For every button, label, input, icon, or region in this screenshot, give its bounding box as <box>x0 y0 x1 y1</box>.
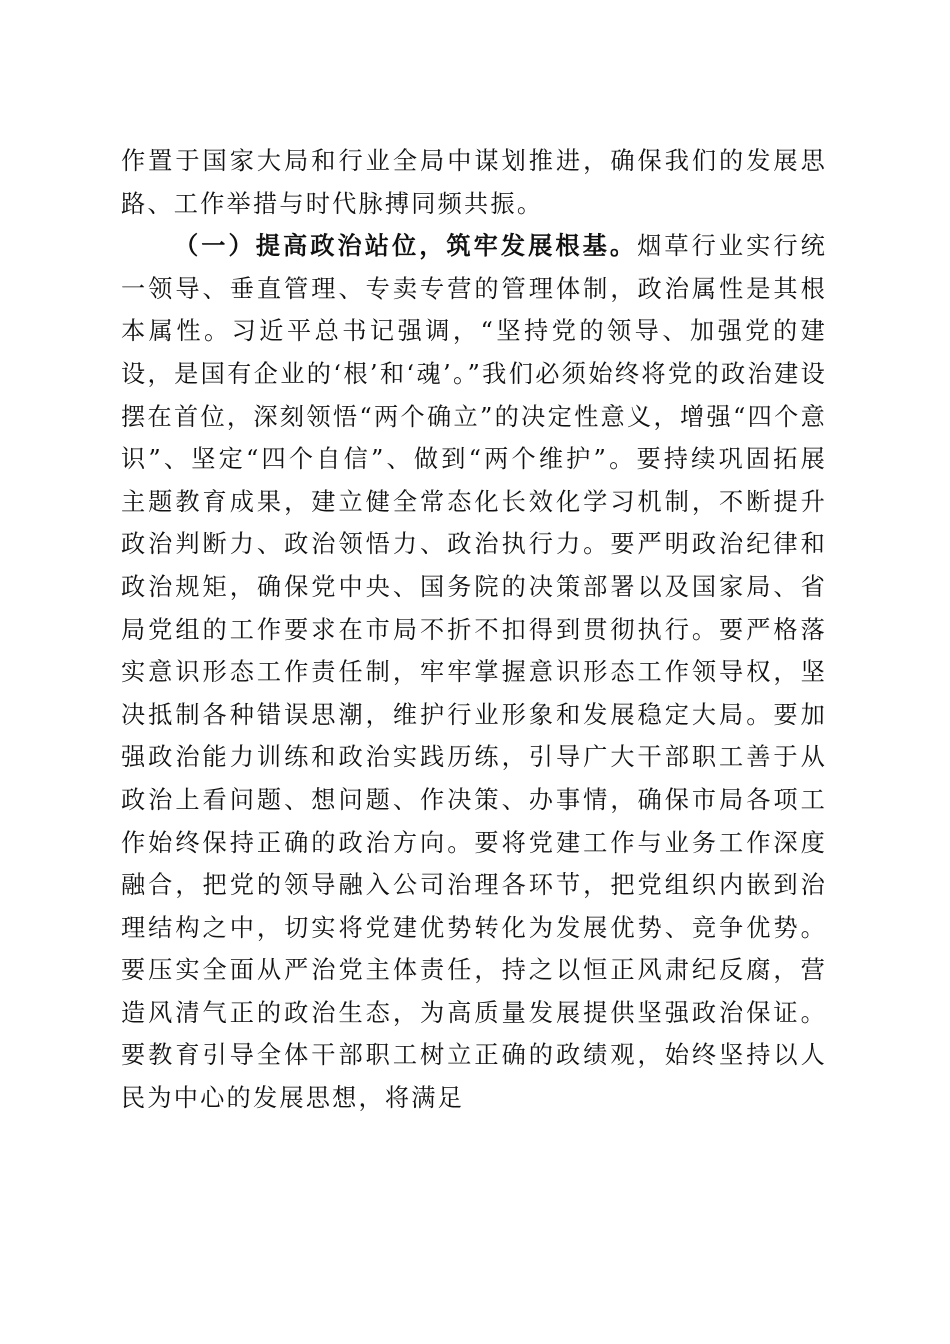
paragraph-section-one <box>121 225 827 1119</box>
section-body: 烟草行业实行统一领导、垂直管理、专卖专营的管理体制，政治属性是其根本属性。习近平总书记强调，“坚持党的领导、加强党的建设，是国有企业的‘根’和‘魂’。”我们必须始终将党的政治建设摆在首位，深刻领悟“两个确立”的决定性意义，增强“四个意识”、坚定“四个自信”、做到“两个维护”。要持续巩固拓展主题教育成果，建立健全常态化长效化学习机制，不断提升政治判断力、政治领悟力、政治执行力。要严明政治纪律和政治规矩，确保党中央、国务院的决策部署以及国家局、省局党组的工作要求在市局不折不扣得到贯彻执行。要严格落实意识形态工作责任制，牢牢掌握意识形态工作领导权，坚决抵制各种错误思潮，维护行业形象和发展稳定大局。要加强政治能力训练和政治实践历练，引导广大干部职工善于从政治上看问题、想问题、作决策、办事情，确保市局各项工作始终保持正确的政治方向。要将党建工作与业务工作深度融合，把党的领导融入公司治理各环节，把党组织内嵌到治理结构之中，切实将党建优势转化为发展优势、竞争优势。要压实全面从严治党主体责任，持之以恒正风肃纪反腐，营造风清气正的政治生态，为高质量发展提供坚强政治保证。要教育引导全体干部职工树立正确的政绩观，始终坚持以人民为中心的发展思想，将满足 <box>121 232 827 1113</box>
document-body <box>121 140 827 1120</box>
section-heading: （一）提高政治站位，筑牢发展根基。 <box>174 232 638 261</box>
paragraph-continuation: 作置于国家大局和行业全局中谋划推进，确保我们的发展思路、工作举措与时代脉搏同频共振。 <box>121 147 827 218</box>
